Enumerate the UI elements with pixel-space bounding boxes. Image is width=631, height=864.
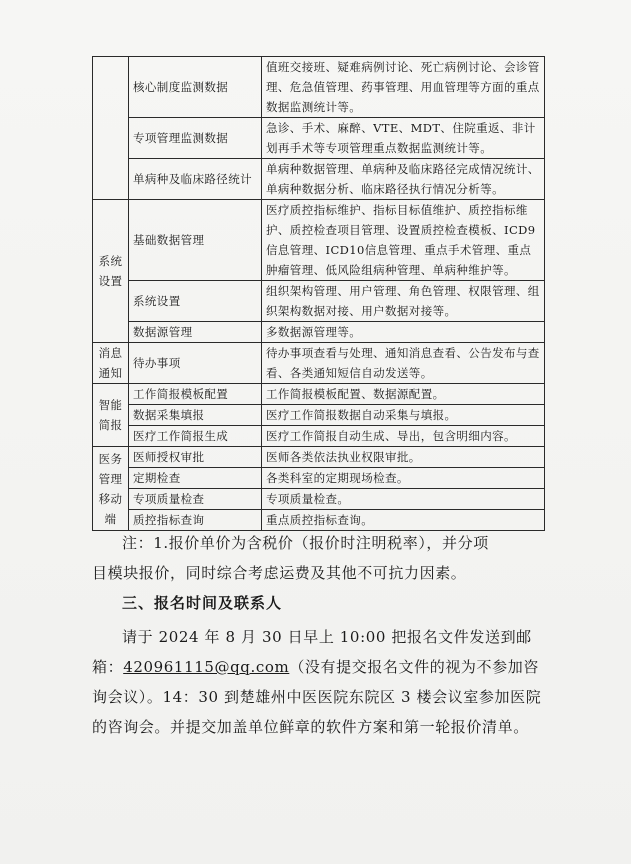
email-link[interactable]: 420961115@qq.com — [123, 658, 290, 676]
description-cell: 工作简报模板配置、数据源配置。 — [262, 384, 545, 405]
table-row — [93, 343, 545, 384]
paragraph-part-1: 请于 2024 年 8 月 30 日早上 10:00 把报名文件发送到邮箱： — [92, 628, 532, 676]
category-cell — [93, 343, 129, 384]
category-cell — [93, 384, 129, 447]
description-cell: 医疗工作简报自动生成、导出，包含明细内容。 — [262, 426, 545, 447]
category-cell — [93, 200, 129, 343]
table-row — [93, 200, 545, 281]
description-cell: 急诊、手术、麻醉、VTE、MDT、住院重返、非计划再手术等专项管理重点数据监测统计等。 — [262, 118, 545, 159]
section-paragraph — [92, 622, 547, 742]
spec-table — [92, 56, 545, 531]
table-row — [93, 405, 545, 426]
description-cell: 重点质控指标查询。 — [262, 510, 545, 531]
description-cell: 组织架构管理、用户管理、角色管理、权限管理、组织架构数据对接、用户数据对接等。 — [262, 281, 545, 322]
price-note — [92, 528, 547, 588]
category-label: 系统 — [98, 254, 123, 268]
category-label: 消息 — [98, 346, 123, 360]
module-cell: 专项管理监测数据 — [129, 118, 262, 159]
module-cell: 数据源管理 — [129, 322, 262, 343]
category-label: 移动 — [98, 491, 123, 506]
table-row — [93, 118, 545, 159]
module-cell: 医疗工作简报生成 — [129, 426, 262, 447]
category-label: 智能 — [98, 398, 123, 412]
category-label: 端 — [104, 511, 117, 526]
description-cell: 待办事项查看与处理、通知消息查看、公告发布与查看、各类通知短信自动发送等。 — [262, 343, 545, 384]
table-row — [93, 159, 545, 200]
table-row — [93, 384, 545, 405]
section-body — [92, 622, 547, 742]
module-cell: 待办事项 — [129, 343, 262, 384]
category-label: 通知 — [98, 366, 123, 380]
spec-table-body — [93, 57, 545, 531]
module-cell: 专项质量检查 — [129, 489, 262, 510]
category-label: 医务 — [98, 451, 123, 466]
table-row — [93, 489, 545, 510]
table-row — [93, 468, 545, 489]
note-line-2: 目模块报价，同时综合考虑运费及其他不可抗力因素。 — [92, 564, 467, 582]
module-cell: 医师授权审批 — [129, 447, 262, 468]
table-row — [93, 447, 545, 468]
description-cell: 多数据源管理等。 — [262, 322, 545, 343]
category-label: 管理 — [98, 471, 123, 486]
module-cell: 基础数据管理 — [129, 200, 262, 281]
description-cell: 医疗工作简报数据自动采集与填报。 — [262, 405, 545, 426]
module-cell: 数据采集填报 — [129, 405, 262, 426]
category-label: 简报 — [98, 418, 123, 432]
category-label: 设置 — [98, 274, 123, 288]
note-line-1: 注：1.报价单价为含税价（报价时注明税率），并分项 — [122, 534, 489, 552]
description-cell: 医师各类依法执业权限审批。 — [262, 447, 545, 468]
module-cell: 质控指标查询 — [129, 510, 262, 531]
category-cell — [93, 57, 129, 200]
table-row — [93, 426, 545, 447]
category-cell — [93, 447, 129, 531]
table-row — [93, 322, 545, 343]
table-row — [93, 57, 545, 118]
section-heading: 三、报名时间及联系人 — [122, 594, 283, 612]
module-cell: 定期检查 — [129, 468, 262, 489]
description-cell: 各类科室的定期现场检查。 — [262, 468, 545, 489]
description-cell: 专项质量检查。 — [262, 489, 545, 510]
description-cell: 值班交接班、疑难病例讨论、死亡病例讨论、会诊管理、危急值管理、药事管理、用血管理等方面的重点数据监测统计等。 — [262, 57, 545, 118]
description-cell: 医疗质控指标维护、指标目标值维护、质控指标维护、质控检查项目管理、设置质控检查模板、ICD9信息管理、ICD10信息管理、重点手术管理、重点肿瘤管理、低风险组病种管理、单病种维护等。 — [262, 200, 545, 281]
description-cell: 单病种数据管理、单病种及临床路径完成情况统计、单病种数据分析、临床路径执行情况分析等。 — [262, 159, 545, 200]
module-cell: 单病种及临床路径统计 — [129, 159, 262, 200]
module-cell: 核心制度监测数据 — [129, 57, 262, 118]
table-row — [93, 281, 545, 322]
paragraph-part-2: （没有提交报名文件的视为不参加咨询会议）。14：30 到楚雄州中医医院东院区 3 楼会议室参加医院的咨询会。并提交加盖单位鲜章的软件方案和第一轮报价清单。 — [92, 658, 542, 736]
module-cell: 工作简报模板配置 — [129, 384, 262, 405]
module-cell: 系统设置 — [129, 281, 262, 322]
